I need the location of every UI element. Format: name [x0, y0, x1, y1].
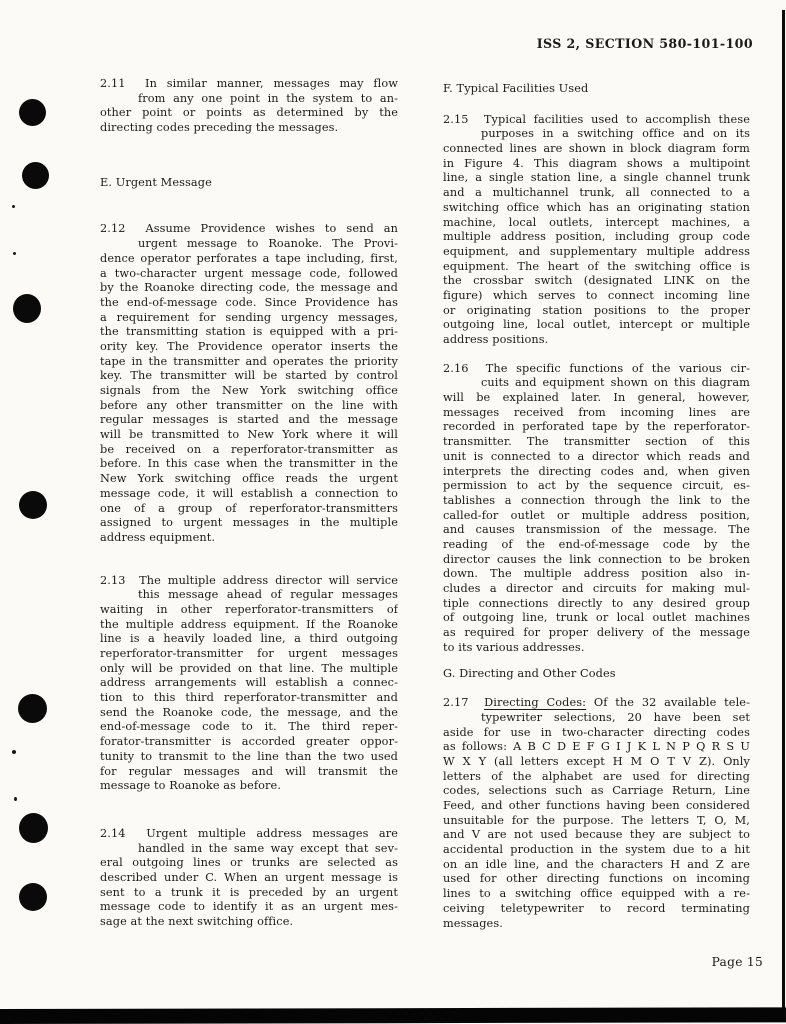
text-line: eral outgoing lines or trunks are selected as — [100, 856, 398, 870]
binding-dot — [18, 694, 47, 723]
text-line: signals from the New York switching office — [100, 384, 398, 398]
text-line: typewriter selections, 20 have been set — [481, 710, 750, 724]
underlined-term: Directing Codes: — [484, 696, 587, 710]
text-run: Of the 32 available tele- — [586, 696, 750, 710]
text-line: to its various addresses. — [443, 640, 585, 654]
text-line: outgoing line, local outlet, intercept or multiple — [443, 318, 750, 332]
text-line: switching office which has an originating station — [443, 200, 750, 214]
text-line: message code to identify it as an urgent mes- — [100, 900, 398, 914]
text-line: equipment, and supplementary multiple address — [443, 244, 750, 258]
text-line: regular messages is started and the message — [100, 413, 398, 427]
paragraph — [100, 222, 398, 545]
text-line: the crossbar switch (designated LINK on the — [443, 274, 750, 288]
section-identifier: ISS 2, SECTION 580-101-100 — [536, 36, 753, 51]
text-line: recorded in perforated tape by the reperforator- — [443, 420, 750, 434]
ink-speck — [12, 205, 15, 208]
text-line: ceiving teletypewriter to record terminating — [443, 901, 750, 915]
text-line: tiple connections directly to any desired group — [443, 596, 750, 610]
scan-bottom-bar — [0, 1007, 786, 1024]
text-line: will be explained later. In general, however, — [443, 391, 750, 405]
text-line: line, a single station line, a single channel trunk — [443, 171, 750, 185]
text-line: codes, selections such as Carriage Return, Line — [443, 784, 750, 798]
text-line: reading of the end-of-message code by the — [443, 537, 750, 551]
text-line: aside for use in two-character directing codes — [443, 725, 750, 739]
text-line: equipment. The heart of the switching office is — [443, 259, 750, 273]
binding-dot — [19, 491, 47, 519]
section-heading: G. Directing and Other Codes — [443, 667, 616, 681]
text-line: on an idle line, and the characters H and Z are — [443, 857, 750, 871]
text-line: reperforator-transmitter for urgent messages — [100, 647, 398, 661]
text-line: interprets the directing codes and, when given — [443, 464, 750, 478]
ink-speck — [12, 750, 16, 754]
paragraph — [100, 827, 398, 930]
ink-speck — [14, 797, 17, 801]
text-line: for regular messages and will transmit the — [100, 764, 398, 778]
text-line: unsuitable for the purpose. The letters T, O, M, — [443, 813, 750, 827]
text-line: described under C. When an urgent message is — [100, 871, 398, 884]
text-line — [443, 696, 750, 711]
page-footer — [712, 955, 763, 969]
text-line: key. The transmitter will be started by control — [100, 369, 398, 383]
text-line: and a multichannel trunk, all connected to a — [443, 186, 750, 200]
text-run: 2.17 — [443, 696, 485, 710]
text-line: transmitter. The transmitter section of this — [443, 435, 750, 449]
text-line: a requirement for sending urgency messages, — [100, 310, 398, 324]
text-line: permission to act by the sequence circuit, es- — [443, 479, 750, 493]
text-line: the multiple address equipment. If the Roanoke — [100, 617, 398, 631]
text-line: the end-of-message code. Since Providence has — [100, 295, 398, 309]
text-line: as required for proper delivery of the message — [443, 626, 750, 640]
text-line: tion to this third reperforator-transmitter and — [100, 691, 398, 705]
text-line: message to Roanoke as before. — [100, 779, 282, 793]
text-line: 2.13 The multiple address director will service — [100, 573, 398, 587]
text-line: waiting in other reperforator-transmitters of — [100, 602, 398, 616]
binding-dot — [13, 294, 41, 323]
text-line: cuits and equipment shown on this diagram — [481, 376, 750, 390]
ink-speck — [13, 252, 16, 255]
text-line: forator-transmitter is accorded greater oppor- — [100, 735, 398, 749]
text-line: address positions. — [443, 333, 549, 347]
paragraph — [443, 362, 750, 656]
text-line: director causes the link connection to be broken — [443, 552, 750, 566]
right-column — [443, 77, 750, 931]
text-line: tablishes a connection through the link to the — [443, 493, 750, 507]
text-line: 2.11 In similar manner, messages may flow — [100, 77, 398, 90]
text-line: before. In this case when the transmitter in the — [100, 457, 398, 471]
text-line: will be transmitted to New York where it will — [100, 428, 398, 442]
text-line: 2.14 Urgent multiple address messages are — [100, 826, 398, 840]
text-line: New York switching office reads the urgent — [100, 472, 398, 486]
text-line: in Figure 4. This diagram shows a multipoint — [443, 156, 750, 170]
text-line: send the Roanoke code, the message, and the — [100, 705, 398, 719]
text-line: dence operator perforates a tape including, first, — [100, 251, 398, 265]
text-line: address arrangements will establish a connec- — [100, 676, 398, 690]
text-line: a two-character urgent message code, followed — [100, 266, 398, 280]
text-line: urgent message to Roanoke. The Provi- — [138, 237, 398, 251]
text-line: called-for outlet or multiple address position, — [443, 508, 750, 522]
text-line: sage at the next switching office. — [100, 915, 294, 929]
text-line: 2.16 The specific functions of the various cir- — [443, 361, 750, 375]
text-line: or originating station positions to the proper — [443, 303, 750, 317]
text-line: unit is connected to a director which reads and — [443, 449, 750, 463]
text-line: line is a heavily loaded line, a third outgoing — [100, 632, 398, 646]
text-line: tape in the transmitter and operates the priority — [100, 354, 398, 368]
text-line: before any other transmitter on the line with — [100, 398, 398, 412]
text-line: purposes in a switching office and on its — [481, 127, 750, 141]
text-line: lines to a switching office equipped with a re- — [443, 887, 750, 901]
paragraph — [443, 696, 750, 931]
section-heading: F. Typical Facilities Used — [443, 82, 589, 95]
text-line: ority key. The Providence operator inserts the — [100, 339, 398, 353]
text-line: end-of-message code to it. The third reper- — [100, 720, 398, 734]
text-line: as follows: A B C D E F G I J K L N P Q R S U — [443, 740, 750, 754]
text-line: tunity to transmit to the line than the two used — [100, 749, 398, 763]
text-line: sent to a trunk it is preceded by an urgent — [100, 885, 398, 899]
text-line: messages. — [443, 916, 503, 930]
text-line: down. The multiple address position also in- — [443, 567, 750, 581]
text-line: figure) which serves to connect incoming line — [443, 288, 750, 302]
text-line: by the Roanoke directing code, the message and — [100, 281, 398, 295]
paragraph — [100, 574, 398, 794]
text-line: other point or points as determined by the — [100, 106, 398, 120]
text-line: one of a group of reperforator-transmitters — [100, 501, 398, 515]
text-line: machine, local outlets, intercept machines, a — [443, 215, 750, 229]
section-heading: E. Urgent Message — [100, 175, 212, 189]
binding-dot — [22, 162, 49, 189]
text-line: letters of the alphabet are used for directing — [443, 769, 750, 783]
text-line: the transmitting station is equipped with a pri- — [100, 325, 398, 339]
text-line: W X Y (all letters except H M O T V Z). Only — [443, 754, 750, 768]
binding-dot — [19, 883, 47, 911]
text-line: connected lines are shown in block diagram form — [443, 142, 750, 156]
text-line: this message ahead of regular messages — [138, 588, 398, 602]
text-line: address equipment. — [100, 530, 216, 544]
left-column — [100, 77, 398, 930]
paragraph — [100, 77, 398, 136]
text-line: accidental production in the system due to a hit — [443, 843, 750, 857]
scan-edge-line — [782, 10, 785, 1010]
text-line: cludes a director and circuits for making mul- — [443, 582, 750, 596]
text-line: handled in the same way except that sev- — [138, 841, 398, 855]
text-line: used for other directing functions on incoming — [443, 872, 750, 886]
text-line: message code, it will establish a connection to — [100, 486, 398, 500]
text-line: Feed, and other functions having been considered — [443, 799, 750, 812]
paragraph — [443, 113, 750, 348]
page-number: Page 15 — [711, 955, 763, 969]
text-line: of outgoing line, trunk or local outlet machines — [443, 611, 750, 625]
text-line: and V are not used because they are subject to — [443, 828, 750, 842]
text-line: directing codes preceding the messages. — [100, 121, 339, 135]
page-header — [537, 36, 753, 51]
text-line: 2.15 Typical facilities used to accomplish these — [443, 112, 750, 126]
text-line: and causes transmission of the message. The — [443, 523, 750, 537]
binding-dot — [19, 813, 48, 843]
text-line: multiple address position, including group code — [443, 230, 750, 244]
text-line: assigned to urgent messages in the multiple — [100, 516, 398, 530]
text-line: messages received from incoming lines are — [443, 405, 750, 419]
binding-dot — [19, 99, 46, 126]
text-line: only will be provided on that line. The multiple — [100, 661, 398, 675]
text-line: be received on a reperforator-transmitter as — [100, 442, 398, 456]
text-line: 2.12 Assume Providence wishes to send an — [100, 222, 398, 236]
text-line: from any one point in the system to an- — [138, 91, 398, 105]
